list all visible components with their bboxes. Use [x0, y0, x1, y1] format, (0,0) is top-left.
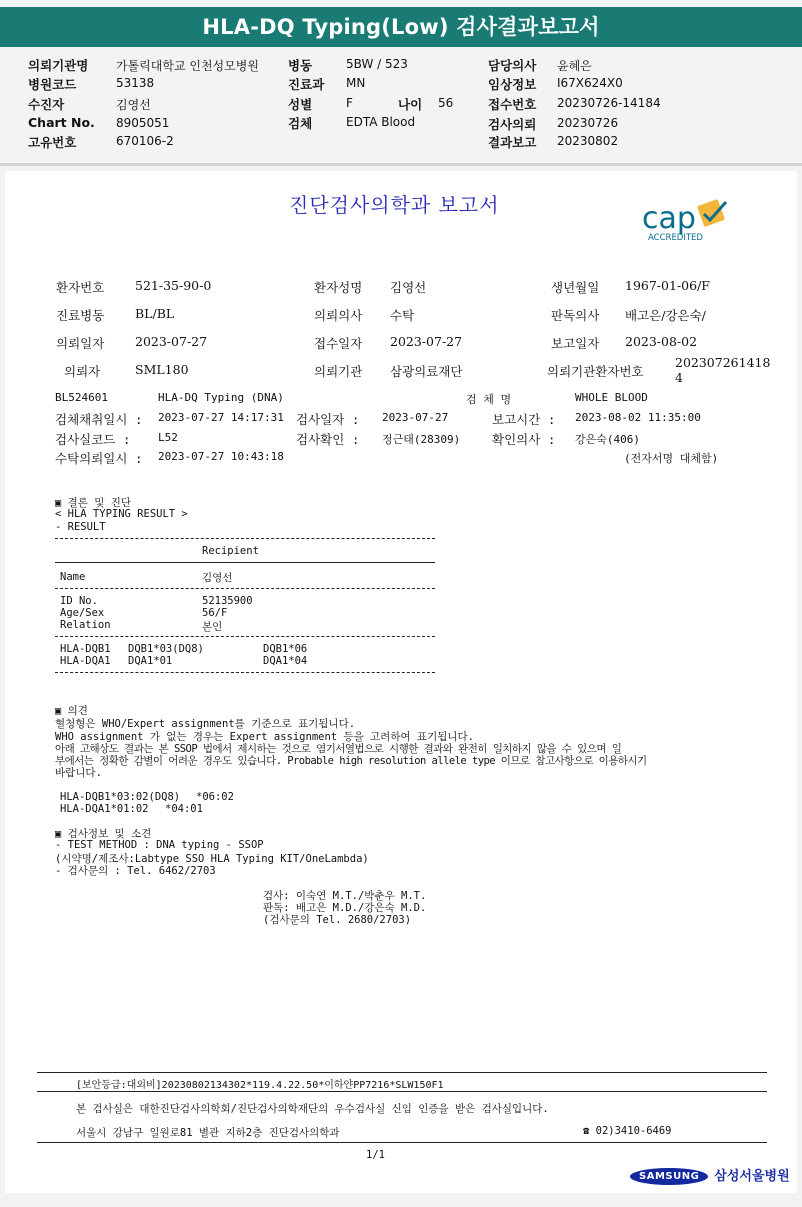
specimen-name-label: 검 체 명: [466, 393, 512, 406]
request-date-value: 20230726: [557, 116, 619, 130]
dqb1-allele-2: DQB1*06: [263, 643, 308, 655]
age-sex-value: 56/F: [202, 607, 228, 619]
locus-dqa1: HLA-DQA1: [60, 655, 111, 667]
org-patient-no-label: 의뢰기관환자번호: [547, 364, 644, 379]
test-code: BL524601: [55, 391, 108, 404]
test-confirm-value: 정근태(28309): [382, 433, 461, 446]
info-heading: ▣ 검사정보 및 소견: [55, 828, 152, 840]
birth-date-value: 1967-01-06/F: [625, 278, 710, 293]
ward-bl-label: 진료병동: [56, 308, 105, 323]
ward-value: 5BW / 523: [346, 57, 408, 71]
birth-date-label: 생년월일: [551, 280, 600, 295]
test-date-value: 2023-07-27: [382, 411, 449, 424]
report-heading: 진단검사의학과 보고서: [289, 193, 500, 217]
document-title: HLA-DQ Typing(Low) 검사결과보고서: [202, 15, 600, 39]
patient-label: 수진자: [28, 97, 65, 112]
test-method: - TEST METHOD : DNA typing - SSOP: [55, 839, 264, 851]
reading-doctor-label: 판독의사: [551, 308, 600, 323]
table-dash-top: [55, 538, 435, 539]
hospital-code-label: 병원코드: [28, 77, 77, 92]
table-rule-1: [55, 562, 435, 563]
department-label: 진료과: [288, 77, 325, 92]
relation-value: 본인: [202, 621, 223, 633]
unique-no-label: 고유번호: [28, 135, 77, 150]
accession-label: 접수번호: [488, 97, 537, 112]
header-divider: [0, 163, 802, 166]
org-patient-no-value: 202307261418: [675, 355, 771, 370]
dqa1-allele-2: DQA1*04: [263, 655, 308, 667]
hla-typing-result-title: < HLA TYPING RESULT >: [55, 508, 188, 520]
id-no-label: ID No.: [60, 595, 98, 607]
inquiry-tel: - 검사문의 : Tel. 6462/2703: [55, 865, 216, 877]
name-label: Name: [60, 571, 86, 583]
hr-dqb1: HLA-DQB1*03:02(DQ8): [60, 791, 181, 803]
age-label: 나이: [398, 97, 423, 112]
samsung-logo-pill: SAMSUNG: [630, 1168, 708, 1185]
contract-request-label: 수탁의뢰일시 :: [55, 451, 143, 466]
specimen-value: EDTA Blood: [346, 115, 416, 129]
cap-accredited-logo: [640, 196, 745, 246]
requesting-org-value: 삼광의료재단: [390, 364, 463, 379]
samsung-hospital-logo: [630, 1164, 790, 1185]
hr-dqa1: HLA-DQA1*01:02: [60, 803, 149, 815]
report-time-value: 2023-08-02 11:35:00: [575, 411, 701, 424]
report-title-bar: [0, 7, 802, 47]
table-dash-bottom: [55, 672, 435, 673]
report-time-label: 보고시간 :: [492, 412, 556, 427]
test-date-label: 검사일자 :: [296, 412, 360, 427]
ward-bl-value: BL/BL: [135, 306, 175, 321]
reagent-info: (시약명/제조사:Labtype SSO HLA Typing KIT/OneLambda): [55, 853, 369, 865]
footer-rule-bottom: [37, 1142, 767, 1143]
department-value: MN: [346, 76, 366, 90]
signature-tel: (검사문의 Tel. 2680/2703): [263, 914, 412, 926]
certification-statement: 본 검사실은 대한진단검사의학회/진단검사의학재단의 우수검사실 신임 인증을 받은 검사실입니다.: [76, 1103, 549, 1115]
sex-label: 성별: [288, 97, 313, 112]
org-patient-no-value-2: 4: [675, 370, 683, 385]
order-date-label: 의뢰일자: [56, 336, 105, 351]
order-date-value: 2023-07-27: [135, 334, 208, 349]
lab-phone: ☎ 02)3410-6469: [583, 1125, 672, 1137]
unique-no-value: 670106-2: [116, 134, 174, 148]
ward-label: 병동: [288, 58, 313, 73]
dqb1-allele-1: DQB1*03(DQ8): [128, 643, 204, 655]
page-number: 1/1: [366, 1149, 385, 1161]
test-name: HLA-DQ Typing (DNA): [158, 391, 284, 404]
report-date-label: 결과보고: [488, 135, 537, 150]
chart-no-label: Chart No.: [28, 115, 95, 130]
age-sex-label: Age/Sex: [60, 607, 105, 619]
signature-tech: 검사: 이숙연 M.T./박춘우 M.T.: [263, 890, 427, 902]
collection-time-label: 검체채취일시 :: [55, 412, 143, 427]
hospital-name-label: 의뢰기관명: [28, 58, 89, 73]
opinion-line: 혈청형은 WHO/Expert assignment를 기준으로 표기됩니다.: [55, 718, 356, 730]
relation-label: Relation: [60, 619, 111, 631]
clinical-info-label: 임상정보: [488, 77, 537, 92]
dqa1-allele-1: DQA1*01: [128, 655, 173, 667]
report-date-value: 20230802: [557, 134, 619, 148]
report-paper: [5, 171, 797, 1193]
doctor-label: 담당의사: [488, 58, 537, 73]
request-date-label: 검사의뢰: [488, 117, 537, 132]
clinical-info-value: I67X624X0: [557, 76, 623, 90]
locus-dqb1: HLA-DQB1: [60, 643, 111, 655]
age-value: 56: [438, 96, 454, 110]
cap-badge-icon: [697, 199, 725, 227]
recipient-header: Recipient: [202, 545, 259, 557]
patient-name-label: 환자성명: [314, 280, 363, 295]
receipt-date-value: 2023-07-27: [390, 334, 463, 349]
chart-no-value: 8905051: [116, 116, 170, 130]
hr-dqb1-allele-2: *06:02: [196, 791, 234, 803]
e-signature-note: (전자서명 대체함): [624, 452, 719, 465]
cap-logo-sub: ACCREDITED: [648, 233, 703, 243]
opinion-line: 부에서는 정확한 감별이 어려운 경우도 있습니다. Probable high resolution allele type 이므로 참고사항으로 이용하시기: [55, 755, 647, 767]
requesting-org-label: 의뢰기관: [314, 364, 363, 379]
accession-value: 20230726-14184: [557, 96, 661, 110]
collection-time-value: 2023-07-27 14:17:31: [158, 411, 284, 424]
name-value: 김영선: [202, 572, 233, 584]
test-confirm-label: 검사확인 :: [296, 432, 360, 447]
footer-rule-2: [37, 1091, 767, 1092]
report-date-value-2: 2023-08-02: [625, 334, 698, 349]
cap-logo-word: cap: [642, 201, 696, 236]
hospital-code-value: 53138: [116, 76, 155, 90]
opinion-heading: ▣ 의견: [55, 705, 88, 717]
patient-id-value: 521-35-90-0: [135, 278, 212, 293]
confirm-doctor-label: 확인의사 :: [492, 432, 556, 447]
ordering-doctor-label: 의뢰의사: [314, 308, 363, 323]
doctor-value: 윤혜은: [557, 59, 592, 73]
lab-address: 서울시 강남구 일원로81 별관 지하2층 진단검사의학과: [76, 1127, 340, 1139]
sex-value: F: [346, 96, 353, 110]
samsung-hospital-name: 삼성서울병원: [714, 1169, 790, 1184]
id-no-value: 52135900: [202, 595, 253, 607]
footer-rule-top: [37, 1072, 767, 1073]
specimen-label: 검체: [288, 116, 313, 131]
lab-code-value: L52: [158, 431, 178, 444]
receipt-date-label: 접수일자: [314, 336, 363, 351]
hr-dqa1-allele-2: *04:01: [165, 803, 203, 815]
ordering-doctor-value: 수탁: [390, 308, 415, 323]
lab-code-label: 검사실코드 :: [55, 432, 131, 447]
opinion-line: WHO assignment 가 없는 경우는 Expert assignment 등을 고려하여 표기됩니다.: [55, 731, 474, 743]
opinion-line: 아래 고해상도 결과는 본 SSOP 법에서 제시하는 것으로 염기서열법으로 시행한 결과와 완전히 일치하지 않을 수 있으며 일: [55, 743, 622, 755]
conclusion-heading: ▣ 결론 및 진단: [55, 497, 132, 509]
confirm-doctor-value: 강은숙(406): [575, 433, 640, 446]
hospital-name-value: 가톨릭대학교 인천성모병원: [116, 59, 259, 73]
opinion-line: 바랍니다.: [55, 767, 102, 779]
patient-name-value: 김영선: [390, 280, 427, 295]
result-subtitle: - RESULT: [55, 521, 106, 533]
signature-md: 판독: 배고은 M.D./강은숙 M.D.: [263, 902, 427, 914]
table-dash-2: [55, 588, 435, 589]
patient-id-label: 환자번호: [56, 280, 105, 295]
reading-doctor-value: 배고은/강은숙/: [625, 308, 706, 323]
report-date-label-2: 보고일자: [551, 336, 600, 351]
security-line: [보안등급:대외비]20230802134302*119.4.22.50*이하얀PP7216*SLW150F1: [76, 1080, 444, 1091]
specimen-name-value: WHOLE BLOOD: [575, 391, 648, 404]
requester-label: 의뢰자: [64, 364, 101, 379]
contract-request-value: 2023-07-27 10:43:18: [158, 450, 284, 463]
patient-value: 김영선: [116, 98, 151, 112]
requester-value: SML180: [135, 362, 189, 377]
table-dash-3: [55, 636, 435, 637]
